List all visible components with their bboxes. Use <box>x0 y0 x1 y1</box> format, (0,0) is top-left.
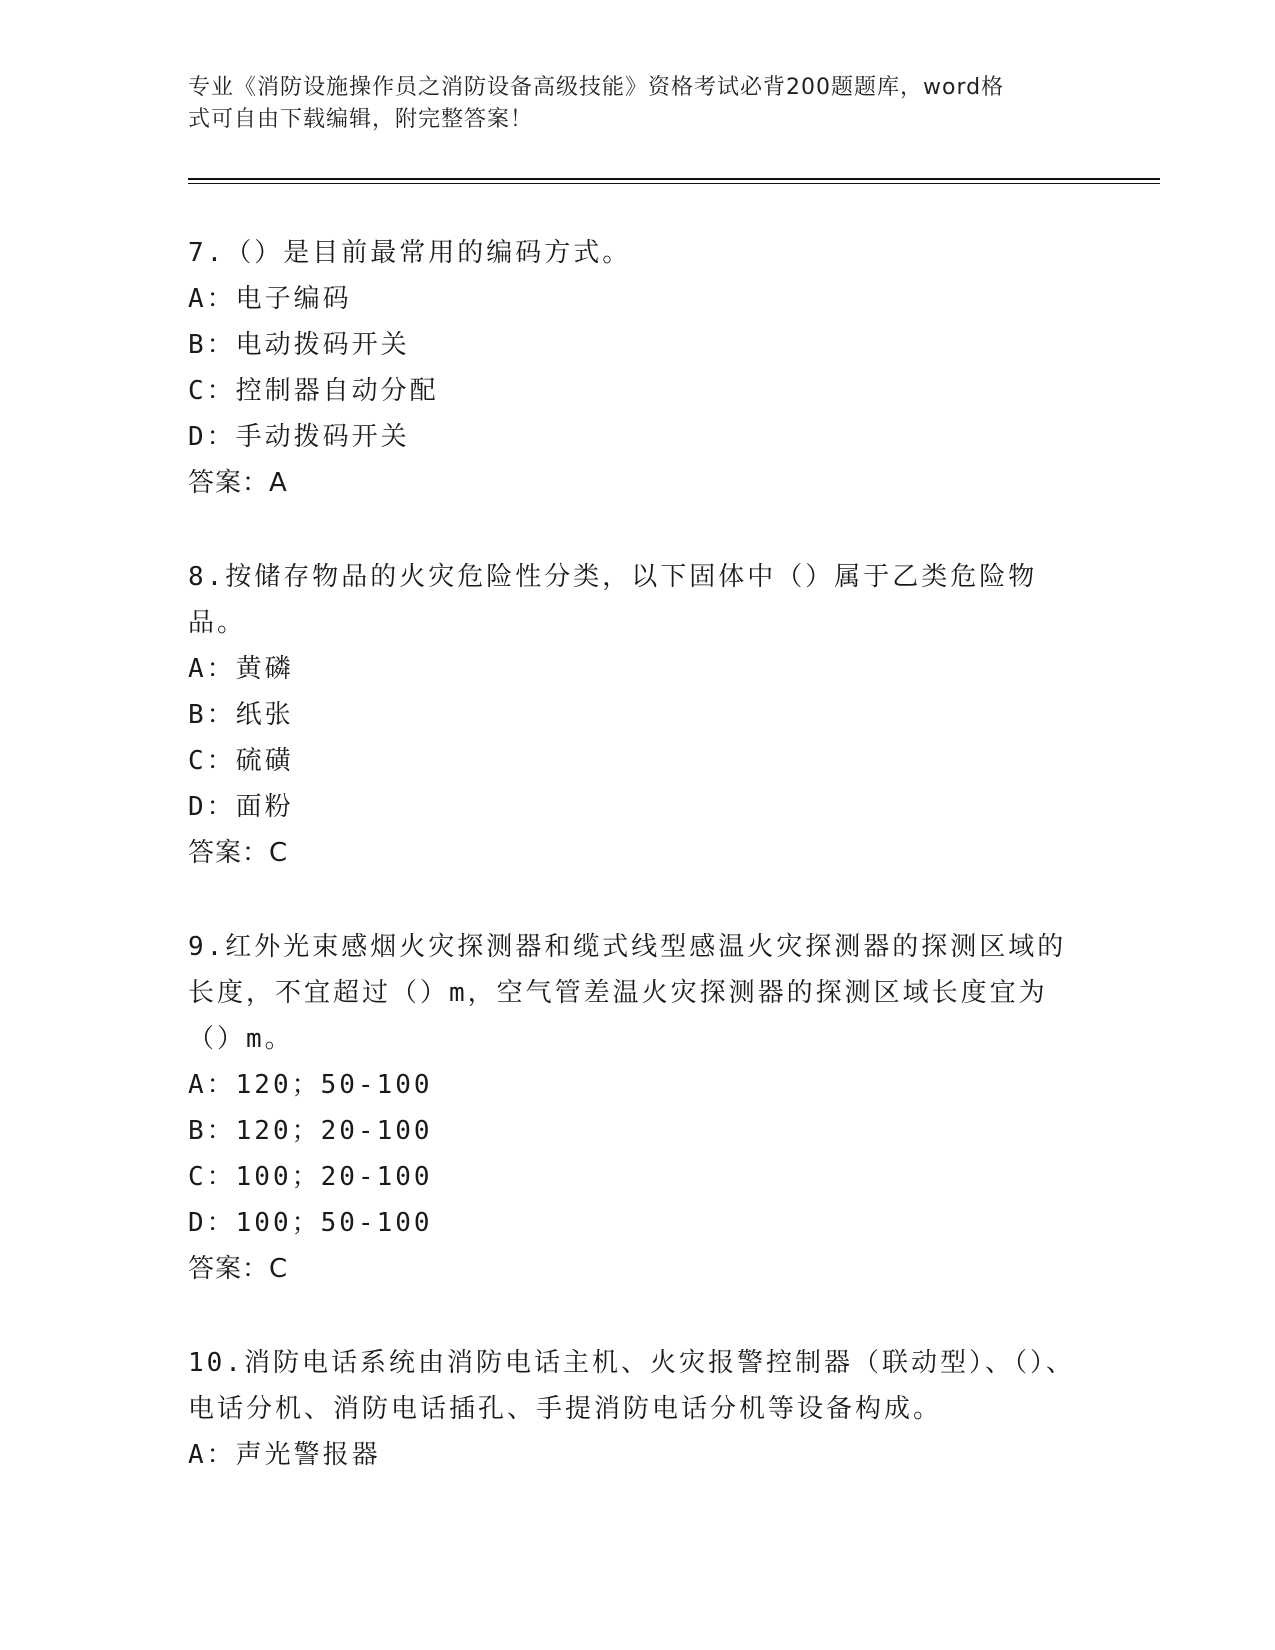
option-b: B：电动拨码开关 <box>188 330 410 360</box>
header-divider-thick <box>188 178 1160 180</box>
option-a: A：声光警报器 <box>188 1440 381 1470</box>
document-header <box>188 72 1088 136</box>
option-a: A：电子编码 <box>188 284 352 314</box>
question-list <box>188 230 1088 1526</box>
question-stem: 8.按储存物品的火灾危险性分类，以下固体中（）属于乙类危险物品。 <box>188 562 1038 638</box>
answer: 答案：C <box>188 838 289 868</box>
option-a: A：黄磷 <box>188 654 294 684</box>
option-d: D：手动拨码开关 <box>188 422 410 452</box>
option-b: B：纸张 <box>188 700 294 730</box>
option-b: B：120；20-100 <box>188 1116 433 1146</box>
question-stem: 7.（）是目前最常用的编码方式。 <box>188 238 632 268</box>
option-d: D：面粉 <box>188 792 294 822</box>
option-d: D：100；50-100 <box>188 1208 433 1238</box>
header-line-1: 专业《消防设施操作员之消防设备高级技能》资格考试必背200题题库，word格 <box>188 75 1005 100</box>
option-c: C：硫磺 <box>188 746 294 776</box>
question-8 <box>188 554 1088 876</box>
option-c: C：控制器自动分配 <box>188 376 439 406</box>
option-c: C：100；20-100 <box>188 1162 433 1192</box>
header-divider-thin <box>188 183 1160 184</box>
option-a: A：120；50-100 <box>188 1070 433 1100</box>
question-7 <box>188 230 1088 506</box>
question-stem: 10.消防电话系统由消防电话主机、火灾报警控制器（联动型）、（）、电话分机、消防电话插孔、手提消防电话分机等设备构成。 <box>188 1348 1075 1424</box>
header-line-2: 式可自由下载编辑，附完整答案！ <box>188 107 534 132</box>
question-10 <box>188 1340 1088 1478</box>
question-9 <box>188 924 1088 1292</box>
answer: 答案：C <box>188 1254 289 1284</box>
answer: 答案：A <box>188 468 288 498</box>
question-stem: 9.红外光束感烟火灾探测器和缆式线型感温火灾探测器的探测区域的长度，不宜超过（）m，空气管差温火灾探测器的探测区域长度宜为（）m。 <box>188 932 1067 1054</box>
